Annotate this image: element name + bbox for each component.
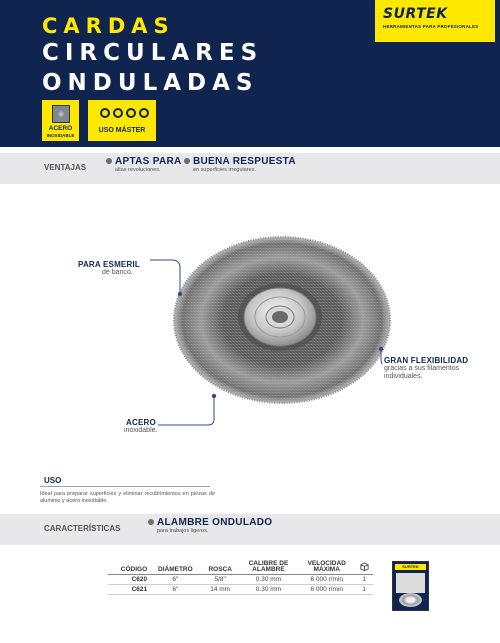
col-cantidad (355, 560, 373, 575)
callout-flexibilidad-title: GRAN FLEXIBILIDAD (384, 356, 469, 365)
bullet-icon (148, 519, 154, 525)
callout-flexibilidad-subtitle-1: gracias a sus filamentos (384, 365, 460, 372)
header-banner (0, 0, 500, 147)
package-thumbnail (392, 561, 429, 611)
col-codigo: CÓDIGO (108, 560, 149, 575)
cell-velocidad: 6 000 r/min (298, 585, 355, 595)
material-badge (42, 100, 79, 141)
callout-esmeril-title: PARA ESMERIL (78, 260, 140, 269)
callout-flexibilidad-subtitle-2: individuales. (384, 373, 423, 380)
brand-name: SURTEK (383, 6, 448, 22)
callout-esmeril-subtitle: de banco. (102, 269, 133, 276)
cell-diametro: 6" (149, 585, 201, 595)
table-row (108, 585, 373, 595)
title-line-1: CARDAS (42, 14, 175, 38)
uso-master-label: USO MÁSTER (98, 127, 146, 134)
callout-flexibilidad (384, 356, 468, 381)
cell-cantidad: 1 (355, 585, 373, 595)
bullet-icon (184, 158, 190, 164)
uso-text: Ideal para preparar superficies y eliminar recubrimientos en piezas de aluminio y acero inoxidable. (40, 491, 215, 504)
package-brand: SURTEK (395, 564, 426, 570)
spec-table (108, 560, 373, 595)
col-calibre-line-1: CALIBRE DE (248, 560, 289, 567)
caracteristicas-bar (0, 514, 500, 545)
callout-acero (124, 418, 157, 435)
package-wheel-image (399, 593, 422, 607)
uso-title: USO (44, 476, 62, 485)
brand-logo (375, 0, 495, 42)
table-row (108, 575, 373, 585)
col-velocidad-line-2: MÁXIMA (313, 566, 340, 573)
acero-inoxidable-icon (52, 105, 70, 123)
cell-diametro: 6" (149, 575, 201, 585)
col-velocidad-line-1: VELOCIDAD (307, 560, 346, 567)
ventaja-title: BUENA RESPUESTA (193, 156, 296, 167)
col-calibre (239, 560, 298, 575)
ventaja-title: APTAS PARA (115, 156, 182, 167)
title-line-2: CIRCULARES (42, 40, 264, 66)
cell-cantidad: 1 (355, 575, 373, 585)
title-line-3: ONDULADAS (42, 70, 259, 96)
uso-divider (40, 486, 210, 487)
callout-acero-title: ACERO (126, 418, 156, 427)
col-velocidad (298, 560, 355, 575)
ventaja-subtitle: en superficies irregulares. (193, 167, 256, 173)
cell-codigo: C620 (108, 575, 149, 585)
uso-master-rings-icon (100, 108, 149, 118)
callout-esmeril-line (148, 254, 258, 304)
ventajas-bar (0, 153, 500, 184)
material-badge-label-2: INOXIDABLE (46, 133, 75, 138)
cell-rosca: 14 mm (202, 585, 239, 595)
callout-acero-subtitle: inoxidable. (124, 427, 158, 434)
package-window (396, 573, 425, 593)
col-diametro: DIÁMETRO (149, 560, 201, 575)
col-calibre-line-2: ALAMBRE (252, 566, 285, 573)
cell-rosca: 5/8" (202, 575, 239, 585)
cell-codigo: C621 (108, 585, 149, 595)
material-badge-label-1: ACERO (48, 125, 73, 132)
callout-esmeril (78, 260, 140, 277)
ventajas-label: VENTAJAS (44, 163, 87, 172)
callout-flexibilidad-line (370, 346, 390, 376)
brand-tagline: HERRAMIENTAS PARA PROFESIONALES (383, 24, 479, 29)
callout-acero-line (158, 392, 218, 432)
bullet-icon (106, 158, 112, 164)
cell-calibre: 0.30 mm (239, 575, 298, 585)
caracteristicas-label: CARACTERÍSTICAS (44, 524, 121, 533)
uso-master-badge (88, 100, 156, 141)
table-header-row (108, 560, 373, 575)
caracteristica-title: ALAMBRE ONDULADO (157, 517, 273, 528)
cell-calibre: 0.30 mm (239, 585, 298, 595)
caracteristica-subtitle: para trabajos ligeros. (157, 528, 209, 534)
ventaja-subtitle: altas revoluciones. (115, 167, 161, 173)
col-rosca: ROSCA (202, 560, 239, 575)
box-icon (360, 562, 369, 571)
cell-velocidad: 6 000 r/min (298, 575, 355, 585)
